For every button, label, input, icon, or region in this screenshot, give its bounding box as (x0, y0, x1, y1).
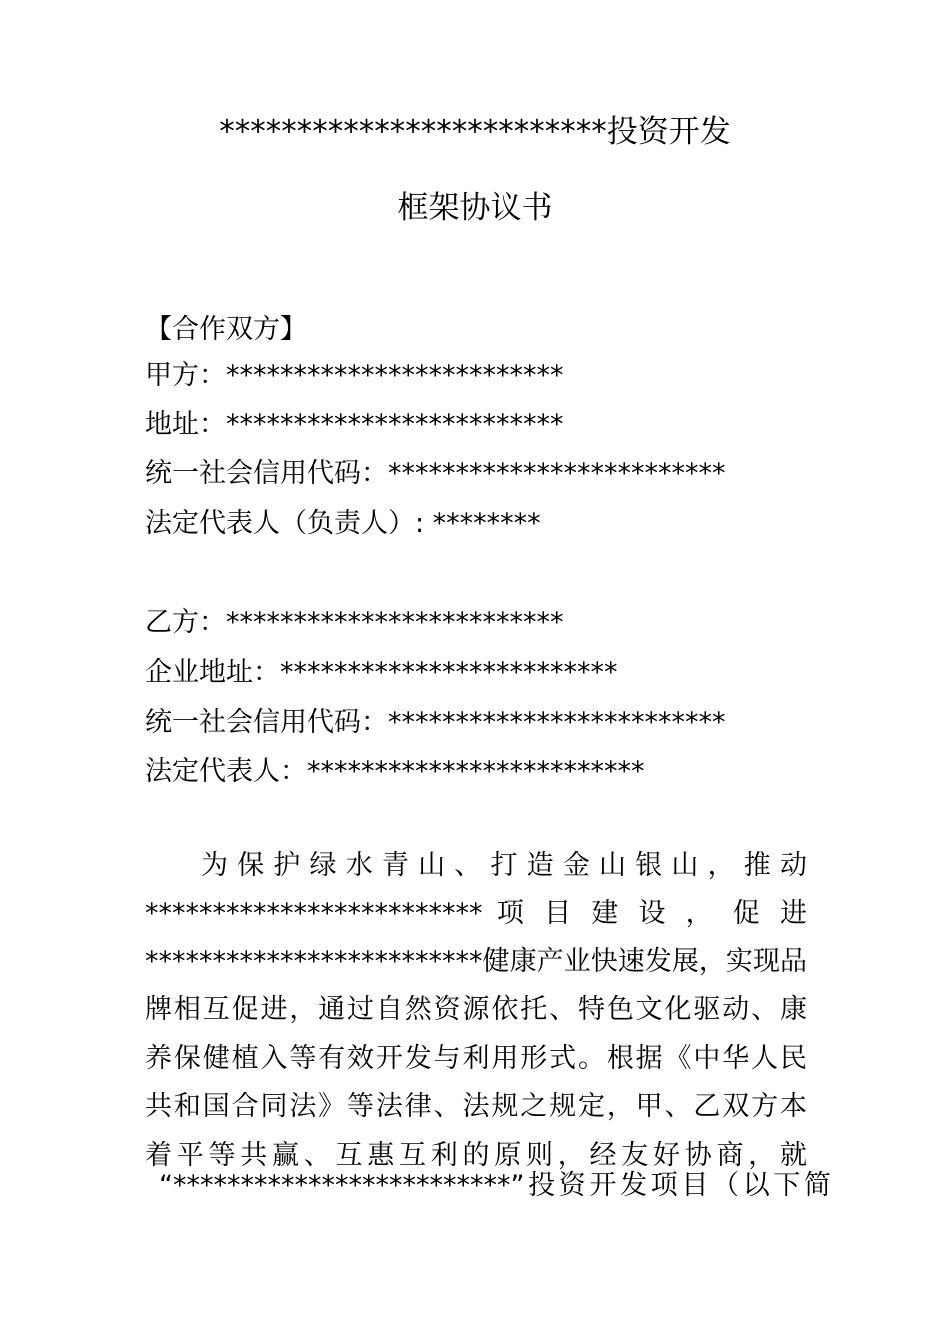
party-a-name: 甲方：************************* (145, 360, 564, 391)
paragraph-line: 牌相互促进，通过自然资源依托、特色文化驱动、康 (145, 994, 807, 1025)
paragraph-line: *************************健康产业快速发展，实现品 (145, 946, 807, 977)
party-a-legal-representative: 法定代表人（负责人）: ******** (145, 508, 541, 539)
paragraph-line: 着平等共赢、互惠互利的原则，经友好协商，就 (145, 1140, 807, 1171)
document-title-line-2: 框架协议书 (397, 190, 553, 226)
party-b-name: 乙方：************************* (145, 607, 564, 638)
paragraph-line: “*************************”投资开发项目（以下简 (159, 1170, 831, 1201)
party-b-legal-representative: 法定代表人：************************* (145, 756, 645, 787)
party-a-credit-code: 统一社会信用代码：************************* (145, 458, 726, 489)
party-b-credit-code: 统一社会信用代码：************************* (145, 707, 726, 738)
paragraph-line: ************************* 项 目 建 设 ， 促 进 (145, 898, 807, 929)
party-b-address: 企业地址：************************* (145, 657, 618, 688)
parties-section-label: 【合作双方】 (145, 314, 307, 345)
party-a-address: 地址：************************* (145, 409, 564, 440)
paragraph-line: 共和国合同法》等法律、法规之规定，甲、乙双方本 (145, 1091, 807, 1122)
document-title-line-1: *************************投资开发 (219, 114, 731, 150)
paragraph-line: 为保护绿水青山、打造金山银山，推动 (201, 850, 807, 881)
paragraph-line: 养保健植入等有效开发与利用形式。根据《中华人民 (145, 1043, 807, 1074)
